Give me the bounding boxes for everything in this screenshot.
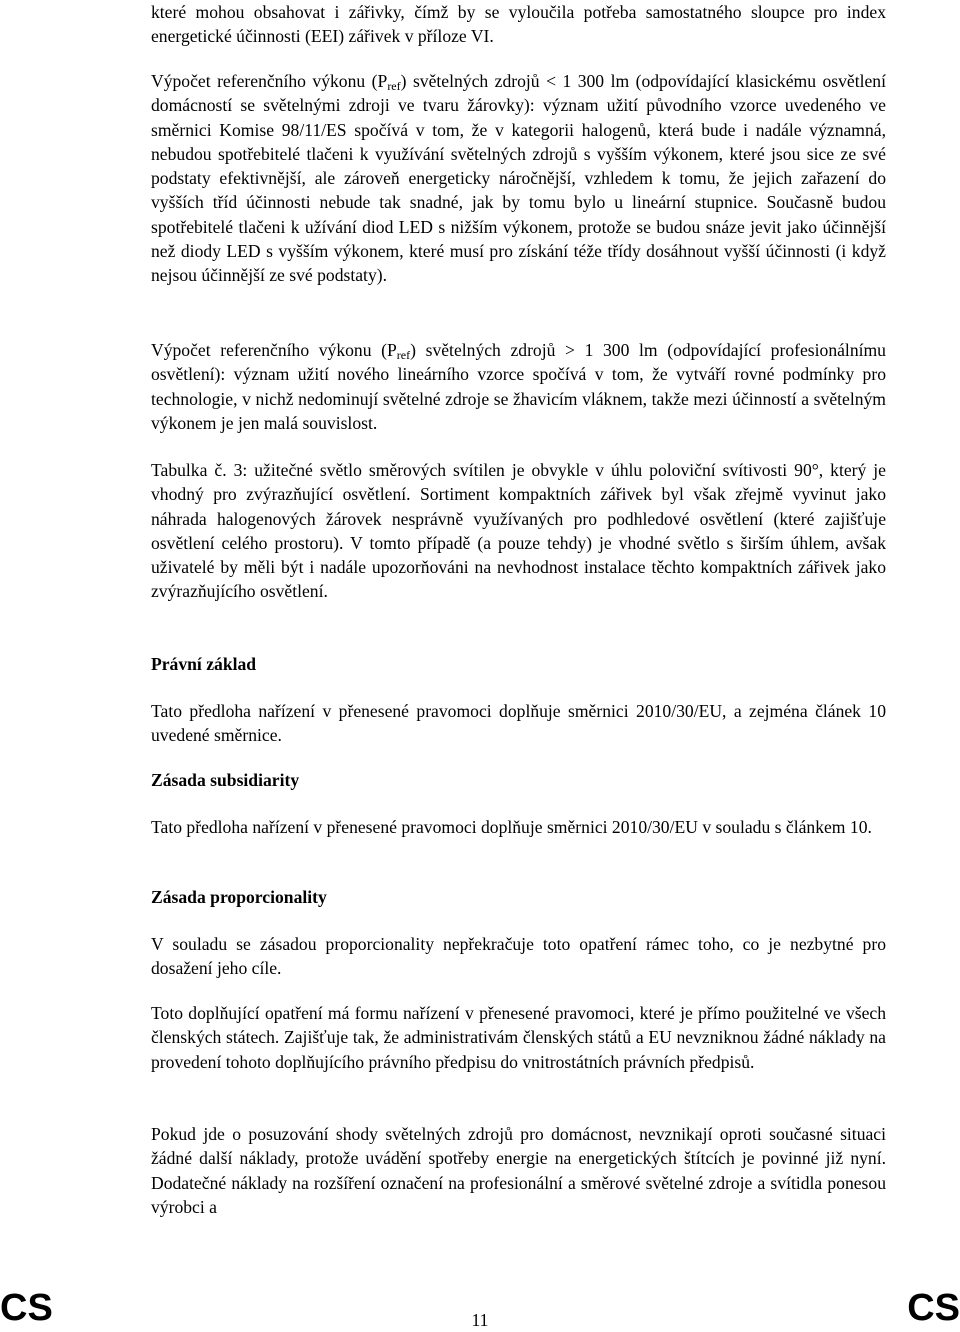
paragraph-continued: které mohou obsahovat i zářivky, čímž by se vyloučila potřeba samostatného sloupce pro index energetické účinnosti (EEI) zářivek v příloze VI.: [151, 2, 886, 47]
paragraph-proportionality-1: V souladu se zásadou proporcionality nepřekračuje toto opatření rámec toho, co je nezbytné pro dosažení jeho cíle.: [151, 934, 886, 979]
paragraph-conformity-costs: Pokud jde o posuzování shody světelných zdrojů pro domácnost, nevznikají oproti současné situaci žádné další náklady, protože uvádění spotřeby energie na energetických štítcích je povinné již nyní. Dodatečné náklady na rozšíření označení na profesionální a směrové světelné zdroje a svítidla ponesou výrobci a: [151, 1124, 886, 1217]
footer-language-left: CS: [0, 1287, 53, 1329]
paragraph-pref-low: [151, 69, 886, 288]
footer-page-number: 11: [471, 1310, 489, 1330]
pref-subscript: ref: [387, 79, 401, 93]
pref-high-subscript: ref: [396, 348, 411, 362]
paragraph-pref-high: [151, 338, 886, 435]
pref-text-post: ) světelných zdrojů < 1 300 lm (odpovídající klasickému osvětlení domácností se světelnými zdroji ve tvaru žárovky): význam užití původního vzorce uvedeného ve směrnici Komise 98/11/ES spočívá v tom, že v kategorii halogenů, která bude i nadále významná, nebudou spotřebitelé tlačeni k využívání světelných zdrojů s vyšším výkonem, které jsou sice ze své podstaty efektivnější, ale zároveň energeticky náročnější, vzhledem k tomu, že jejich zařazení do vyšších tříd účinnosti nebude tak snadné, jak by tomu bylo u lineární stupnice. Současně budou spotřebitelé tlačeni k užívání diod LED s nižším výkonem, protože se budou snáze jevit jako účinnější než diody LED s vyšším výkonem, které musí pro získání téže třídy dosáhnout vyšší účinnosti (i když nejsou účinnější ze své podstaty).: [151, 71, 886, 286]
heading-legal-basis: Právní základ: [151, 654, 257, 674]
heading-subsidiarity: Zásada subsidiarity: [151, 770, 300, 790]
heading-proportionality: Zásada proporcionality: [151, 887, 327, 907]
pref-high-text-post: ) světelných zdrojů > 1 300 lm (odpovídající profesionálnímu osvětlení): význam užití nového lineárního vzorce spočívá v tom, že vytváří rovné podmínky pro technologie, v nichž nedominují světelné zdroje se žhavicím vláknem, takže mezi účinností a světelným výkonem je jen malá souvislost.: [151, 340, 886, 433]
paragraph-proportionality-2: Toto doplňující opatření má formu nařízení v přenesené pravomoci, které je přímo použitelné ve všech členských státech. Zajišťuje tak, že administrativám členských států a EU nevzniknou žádné náklady na provedení tohoto doplňujícího právního předpisu do vnitrostátních právních předpisů.: [151, 1003, 886, 1072]
pref-high-text-pre: Výpočet referenčního výkonu (P: [151, 340, 397, 360]
paragraph-table-3: Tabulka č. 3: užitečné světlo směrových svítilen je obvykle v úhlu poloviční svítivosti 90°, který je vhodný pro zvýrazňující osvětlení. Sortiment kompaktních zářivek byl však zřejmě vyvinut jako náhrada halogenových žárovek nesprávně využívaných pro podhledové osvětlení (které zajišťuje osvětlení celého prostoru). V tomto případě (a pouze tehdy) je vhodné světlo s širším úhlem, avšak uživatelé by měli být i nadále upozorňováni na nevhodnost instalace těchto kompaktních zářivek jako zvýrazňujícího osvětlení.: [151, 460, 886, 602]
pref-text-pre: Výpočet referenčního výkonu (P: [151, 71, 388, 91]
paragraph-legal-basis: Tato předloha nařízení v přenesené pravomoci doplňuje směrnici 2010/30/EU, a zejména článek 10 uvedené směrnice.: [151, 701, 886, 746]
footer-language-right: CS: [907, 1287, 960, 1329]
paragraph-subsidiarity: Tato předloha nařízení v přenesené pravomoci doplňuje směrnici 2010/30/EU v souladu s článkem 10.: [151, 817, 872, 837]
